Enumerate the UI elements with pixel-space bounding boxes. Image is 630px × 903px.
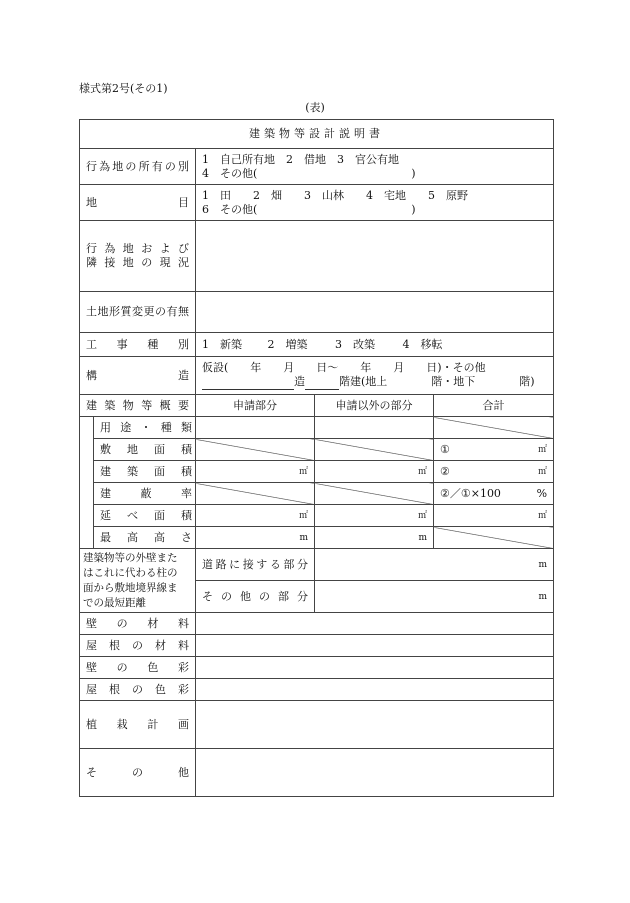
structure-line1: 仮設( 年 月 日～ 年 月 日)・その他 [202,361,486,374]
setback-road-field[interactable]: m [315,549,554,581]
coverage-label: 建蔽率 [94,483,196,505]
building-area-non-applied-field[interactable]: ㎡ [315,461,434,483]
wall-material-field[interactable] [196,613,554,635]
ownership-label: 行為地の所有の別 [80,149,196,185]
wall-color-label: 壁の色彩 [80,657,196,679]
design-explanation-form [79,119,554,797]
site-area-label: 敷地面積 [94,439,196,461]
col-header-non-applied: 申請以外の部分 [315,395,434,417]
floor-area-label: 延べ面積 [94,505,196,527]
roof-color-label: 屋根の色彩 [80,679,196,701]
land-category-options-line2: 6 その他( ) [202,202,416,216]
use-type-label: 用途・種類 [94,417,196,439]
structure-label: 構 造 [80,357,196,395]
form-number: 様式第2号(その1) [79,82,168,95]
overview-indent [80,461,94,483]
height-applied-field[interactable]: m [196,527,315,549]
construction-option-extension[interactable]: 2 増築 [267,337,308,351]
construction-type-label: 工事種別 [80,333,196,357]
use-total-empty [434,417,554,439]
roof-color-field[interactable] [196,679,554,701]
planting-label: 植栽計画 [80,701,196,749]
floor-area-total-field[interactable]: ㎡ [434,505,554,527]
building-area-total-field[interactable]: ② ㎡ [434,461,554,483]
construction-option-rebuild[interactable]: 3 改築 [335,337,375,351]
roof-material-field[interactable] [196,635,554,657]
current-state-field[interactable] [196,221,554,292]
overview-indent [80,483,94,505]
land-change-field[interactable] [196,292,554,333]
height-total-empty [434,527,554,549]
height-non-applied-field[interactable]: m [315,527,434,549]
overview-indent [80,439,94,461]
other-label: その他 [80,749,196,797]
setback-label: 建築物等の外壁また はこれに代わる柱の 面から敷地境界線ま での最短距離 [80,549,196,613]
other-field[interactable] [196,749,554,797]
construction-type-field[interactable] [196,333,554,357]
setback-road-label: 道路に接する部分 [196,549,315,581]
planting-field[interactable] [196,701,554,749]
wall-material-label: 壁の材料 [80,613,196,635]
site-area-total-field[interactable]: ① ㎡ [434,439,554,461]
setback-other-label: その他の部分 [196,581,315,613]
land-category-options-line1: 1 田 2 畑 3 山林 4 宅地 5 原野 [202,188,468,202]
floor-area-non-applied-field[interactable]: ㎡ [315,505,434,527]
form-side-label: (表) [305,101,325,114]
coverage-non-applied-empty [315,483,434,505]
ownership-options-line1: 1 自己所有地 2 借地 3 官公有地 [202,152,399,166]
current-state-label: 行為地および 隣接地の現況 [80,221,196,292]
use-non-applied-field[interactable] [315,417,434,439]
use-applied-field[interactable] [196,417,315,439]
structure-field[interactable] [196,357,554,395]
col-header-total: 合計 [434,395,554,417]
overview-indent [80,417,94,439]
construction-option-new[interactable]: 1 新築 [202,337,242,351]
ownership-options-line2: 4 その他( ) [202,166,416,180]
construction-option-relocation[interactable]: 4 移転 [402,337,443,351]
coverage-total-field[interactable]: ②／①×100 % [434,483,554,505]
form-title: 建築物等設計説明書 [80,120,554,149]
roof-material-label: 屋根の材料 [80,635,196,657]
setback-other-field[interactable]: m [315,581,554,613]
land-category-label: 地 目 [80,185,196,221]
wall-color-field[interactable] [196,657,554,679]
building-area-label: 建築面積 [94,461,196,483]
height-label: 最高高さ [94,527,196,549]
coverage-applied-empty [196,483,315,505]
overview-indent [80,505,94,527]
land-change-label: 土地形質変更の有無 [80,292,196,333]
floor-area-applied-field[interactable]: ㎡ [196,505,315,527]
overview-indent [80,527,94,549]
structure-line2: 造 階建(地上 階・地下 階) [202,375,547,390]
building-area-applied-field[interactable]: ㎡ [196,461,315,483]
site-area-applied-empty [196,439,315,461]
land-category-field[interactable] [196,185,554,221]
overview-label: 建築物等概要 [80,395,196,417]
ownership-field[interactable] [196,149,554,185]
site-area-non-applied-empty [315,439,434,461]
col-header-applied: 申請部分 [196,395,315,417]
